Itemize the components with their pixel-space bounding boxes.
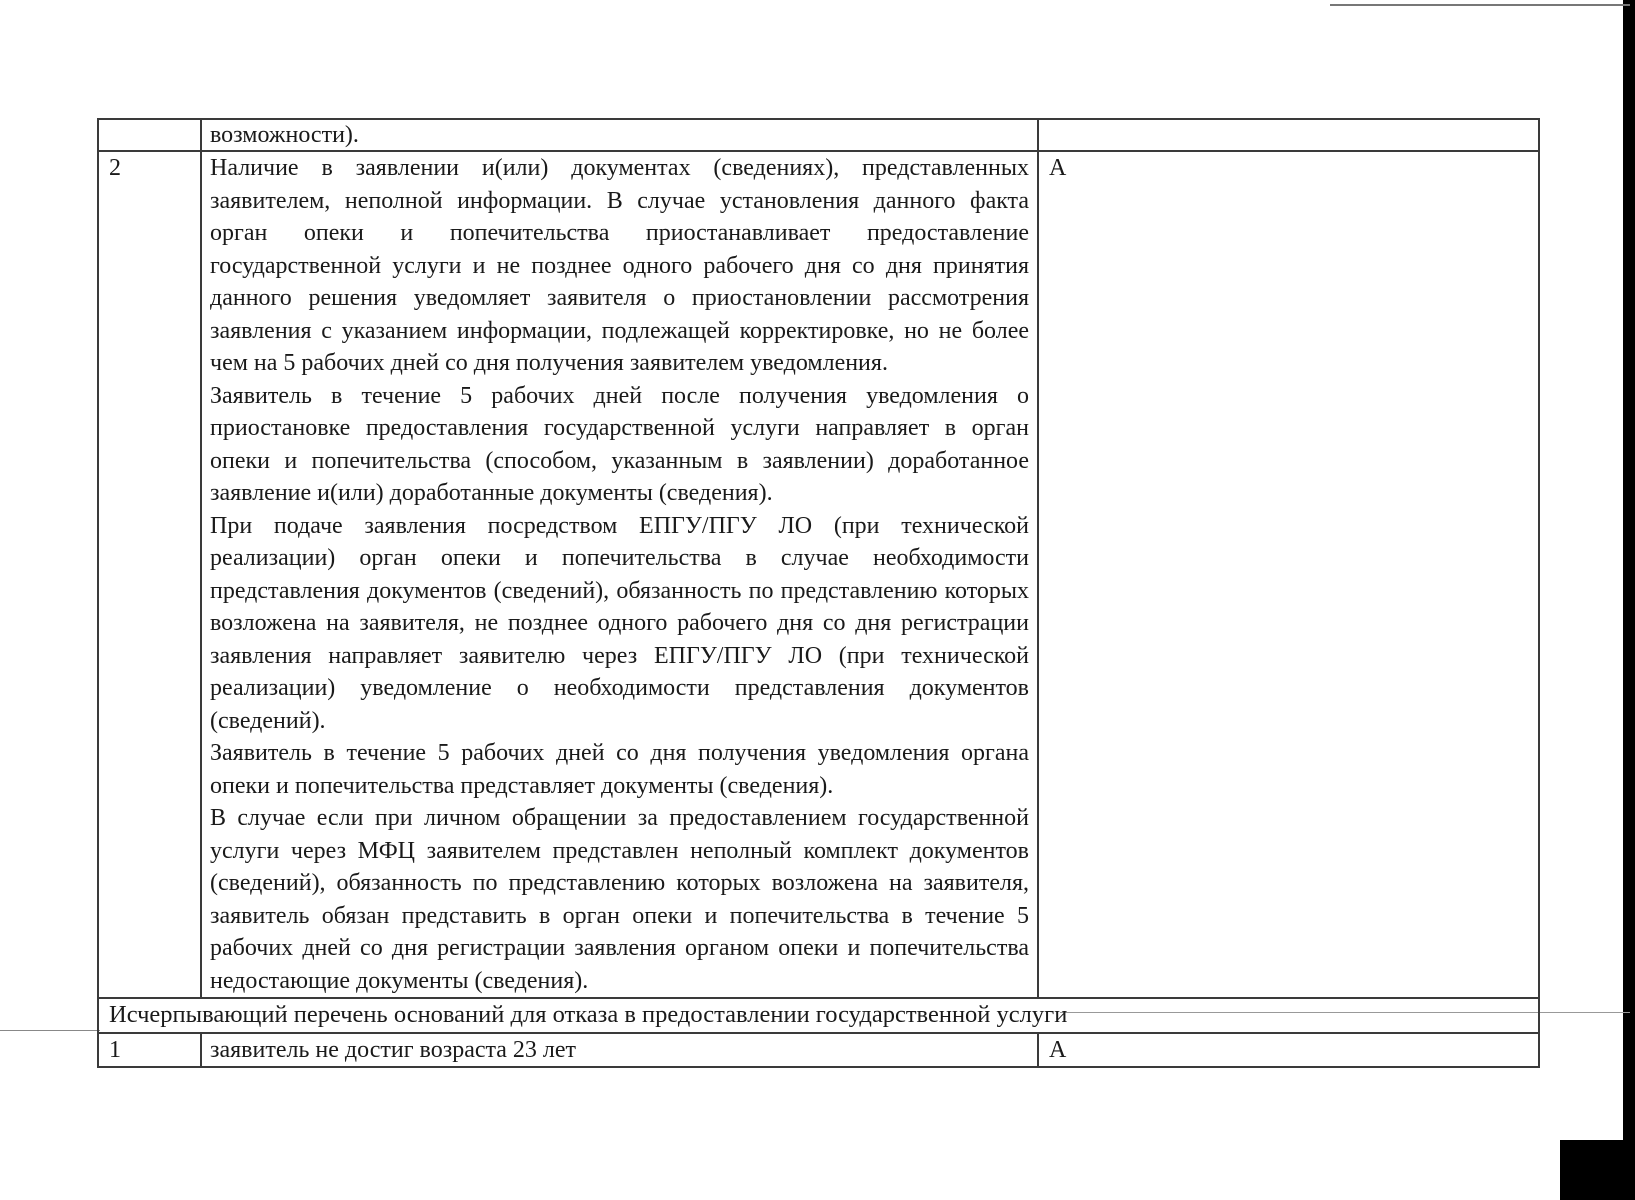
- row-text-cell: [201, 119, 1038, 151]
- table-row-continuation: [98, 119, 1539, 151]
- row-number-cell: 2: [98, 151, 201, 998]
- scan-edge-bottom: [1560, 1140, 1635, 1200]
- paragraph-resubmission: Заявитель в течение 5 рабочих дней после получения уведомления о приостановке предоставления государственной услуги направляет в орган опеки и попечительства (способом, указанным в заявлении) доработанное заявление и(или) доработанные документы (сведения).: [210, 382, 1029, 506]
- section-header: Исчерпывающий перечень оснований для отказа в предоставлении государственной услуги: [98, 998, 1539, 1033]
- scan-artifact-line: [0, 1030, 100, 1031]
- table-row-refusal: [98, 1033, 1539, 1068]
- row-number-cell: 1: [98, 1033, 201, 1068]
- scan-artifact-line: [1330, 4, 1630, 6]
- row-number-cell: [98, 119, 201, 151]
- row-text: возможности).: [210, 122, 359, 148]
- services-table: [97, 118, 1540, 1068]
- paragraph-epgu-notification: При подаче заявления посредством ЕПГУ/ПГУ ЛО (при технической реализации) орган опеки и попечительства в случае необходимости представления документов (сведений), обязанность по представлению которых возложена на заявителя, не позднее одного рабочего дня со дня регистрации заявления направляет заявителю через ЕПГУ/ПГУ ЛО (при технической реализации) уведомление о необходимости представления документов (сведений).: [210, 512, 1029, 734]
- row-code-cell: [1038, 119, 1539, 151]
- table-row-suspension: [98, 151, 1539, 998]
- paragraph-document-submission: Заявитель в течение 5 рабочих дней со дня получения уведомления органа опеки и попечительства представляет документы (сведения).: [210, 740, 1029, 799]
- paragraph-incomplete-info: Наличие в заявлении и(или) документах (сведениях), представленных заявителем, неполной информации. В случае установления данного факта орган опеки и попечительства приостанавливает предоставление государственной услуги и не позднее одного рабочего дня со дня принятия данного решения уведомляет заявителя о приостановлении рассмотрения заявления с указанием информации, подлежащей корректировке, но не более чем на 5 рабочих дней со дня получения заявителем уведомления.: [210, 155, 1029, 376]
- row-text: заявитель не достиг возраста 23 лет: [210, 1036, 577, 1063]
- row-text-cell: [201, 151, 1038, 998]
- paragraph-mfc-incomplete: В случае если при личном обращении за предоставлением государственной услуги через МФЦ заявителем представлен неполный комплект документов (сведений), обязанность по представлению которых возложена на заявителя, заявитель обязан представить в орган опеки и попечительства в течение 5 рабочих дней со дня регистрации заявления органом опеки и попечительства недостающие документы (сведения).: [210, 805, 1029, 994]
- table-section-header-row: [98, 998, 1539, 1033]
- scan-edge-right: [1623, 0, 1635, 1200]
- row-code-cell: А: [1038, 151, 1539, 998]
- row-code-cell: А: [1038, 1033, 1539, 1068]
- row-text-cell: [201, 1033, 1038, 1068]
